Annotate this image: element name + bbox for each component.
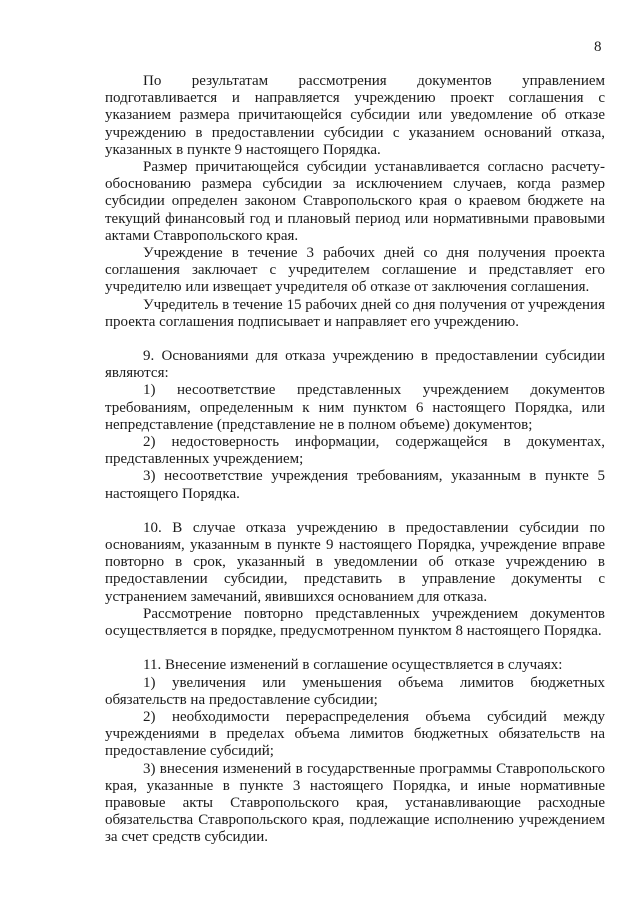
section-11-item-1: 1) увеличения или уменьшения объема лимитов бюджетных обязательств на предоставление субсидии; — [105, 674, 605, 708]
paragraph-founder-signing: Учредитель в течение 15 рабочих дней со дня получения от учреждения проекта соглашения подписывает и направляет его учреждению. — [105, 296, 605, 330]
section-11-item-3: 3) внесения изменений в государственные программы Ставропольского края, указанные в пункте 3 настоящего Порядка, и иные нормативные правовые акты Ставропольского края, устанавливающие расходные обязательства Ставропольского края, подлежащие исполнению учреждением за счет средств субсидии. — [105, 760, 605, 846]
section-9-item-2: 2) недостоверность информации, содержащейся в документах, представленных учреждением; — [105, 434, 605, 468]
section-10-resubmission: Рассмотрение повторно представленных учреждением документов осуществляется в порядке, предусмотренном пунктом 8 настоящего Порядка. — [105, 605, 605, 640]
section-10-paragraph: 10. В случае отказа учреждению в предоставлении субсидии по основаниям, указанным в пункте 9 настоящего Порядка, учреждение вправе повторно в срок, указанный в уведомлении об отказе учреждению в предоставлении субсидии, представить в управление документы с устранением замечаний, явившихся основанием для отказа. — [105, 519, 605, 605]
paragraph-draft-agreement: По результатам рассмотрения документов управлением подготавливается и направляется учреждению проект соглашения с указанием размера причитающейся субсидии или уведомление об отказе учреждению в предоставлении субсидии с указанием оснований отказа, указанных в пункте 9 настоящего Порядка. — [105, 73, 605, 158]
document-body — [105, 73, 605, 847]
section-9-item-1: 1) несоответствие представленных учреждением документов требованиям, определенным к ним пунктом 6 настоящего Порядка, или непредставление (представление не в полном объеме) документов; — [105, 382, 605, 433]
page-number: 8 — [594, 39, 602, 55]
paragraph-subsidy-amount: Размер причитающейся субсидии устанавливается согласно расчету-обоснованию размера субсидии за исключением случаев, когда размер субсидии определен законом Ставропольского края о краевом бюджете на текущий финансовый год и плановый период или нормативными правовыми актами Ставропольского края. — [105, 159, 605, 244]
section-11-heading: 11. Внесение изменений в соглашение осуществляется в случаях: — [143, 657, 563, 674]
section-9-heading: 9. Основаниями для отказа учреждению в предоставлении субсидии являются: — [105, 348, 605, 382]
paragraph-institution-response: Учреждение в течение 3 рабочих дней со дня получения проекта соглашения заключает с учредителем соглашение и представляет его учредителю или извещает учредителя об отказе от заключения соглашения. — [105, 245, 605, 296]
section-11-item-2: 2) необходимости перераспределения объема субсидий между учреждениями в пределах объема лимитов бюджетных обязательств на предоставление субсидий; — [105, 708, 605, 760]
section-9-item-3: 3) несоответствие учреждения требованиям, указанным в пункте 5 настоящего Порядка. — [105, 468, 605, 502]
